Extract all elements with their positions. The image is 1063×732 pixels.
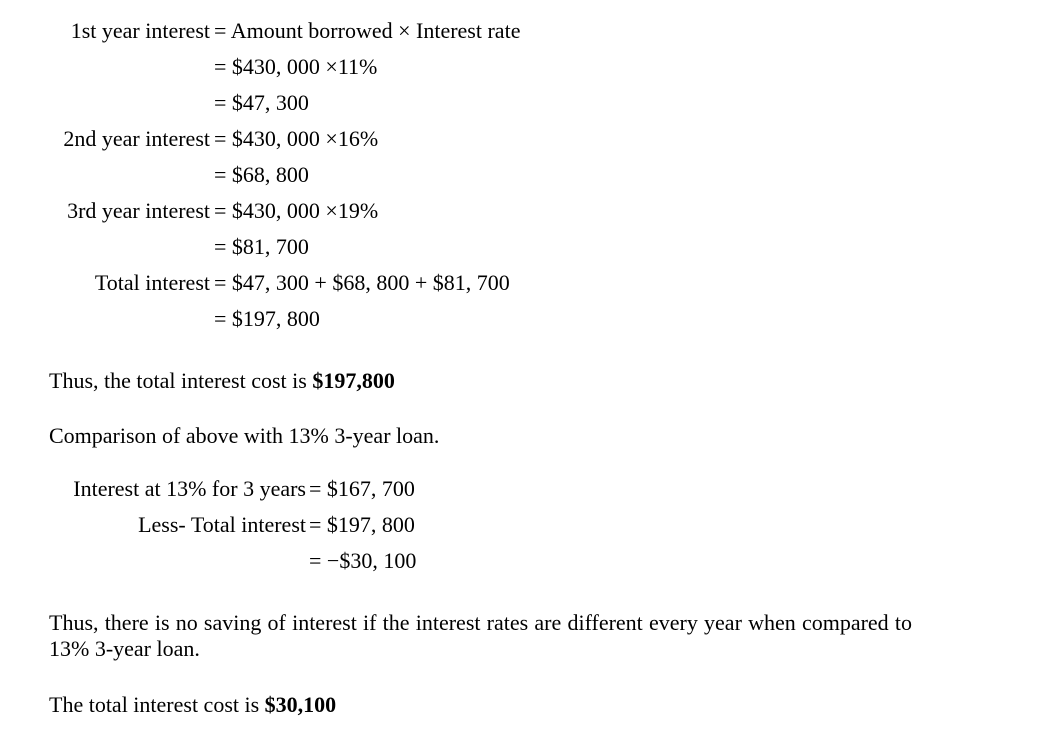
calc-row-6-expr: = $430, 000 ×19% (214, 198, 379, 223)
calc-row-4-expr: = $430, 000 ×16% (214, 126, 379, 151)
compare-row-1-label: Interest at 13% for 3 years (73, 476, 306, 501)
calc-row-4-label: 2nd year interest (63, 126, 210, 151)
calc-row-3-expr: = $47, 300 (214, 90, 309, 115)
total-interest-statement-text: Thus, the total interest cost is (49, 368, 313, 393)
calc-row-2-expr: = $430, 000 ×11% (214, 54, 378, 79)
calc-row-5-expr: = $68, 800 (214, 162, 309, 187)
calc-row-8-expr: = $47, 300 + $68, 800 + $81, 700 (214, 270, 510, 295)
compare-row-2-label: Less- Total interest (138, 512, 306, 537)
calc-row-1-expr: = Amount borrowed × Interest rate (214, 18, 521, 43)
compare-row-3-expr: = −$30, 100 (309, 548, 417, 573)
compare-row-2-expr: = $197, 800 (309, 512, 415, 537)
conclusion-paragraph-text: Thus, there is no saving of interest if the interest rates are different every year when compared to 13% 3-year loan. (49, 610, 912, 661)
total-interest-value: $197,800 (312, 368, 395, 393)
comparison-heading-text: Comparison of above with 13% 3-year loan. (49, 423, 440, 448)
calc-row-8-label: Total interest (94, 270, 210, 295)
comparison-heading (49, 423, 439, 449)
total-interest-statement (49, 368, 395, 394)
calc-row-9-expr: = $197, 800 (214, 306, 320, 331)
compare-row-1-expr: = $167, 700 (309, 476, 415, 501)
calc-row-7-expr: = $81, 700 (214, 234, 309, 259)
calc-row-1-label: 1st year interest (70, 18, 210, 43)
final-answer (49, 692, 336, 718)
final-answer-value: $30,100 (264, 692, 337, 717)
calc-row-6-label: 3rd year interest (67, 198, 210, 223)
conclusion-paragraph (49, 610, 912, 662)
final-answer-text: The total interest cost is (49, 692, 265, 717)
